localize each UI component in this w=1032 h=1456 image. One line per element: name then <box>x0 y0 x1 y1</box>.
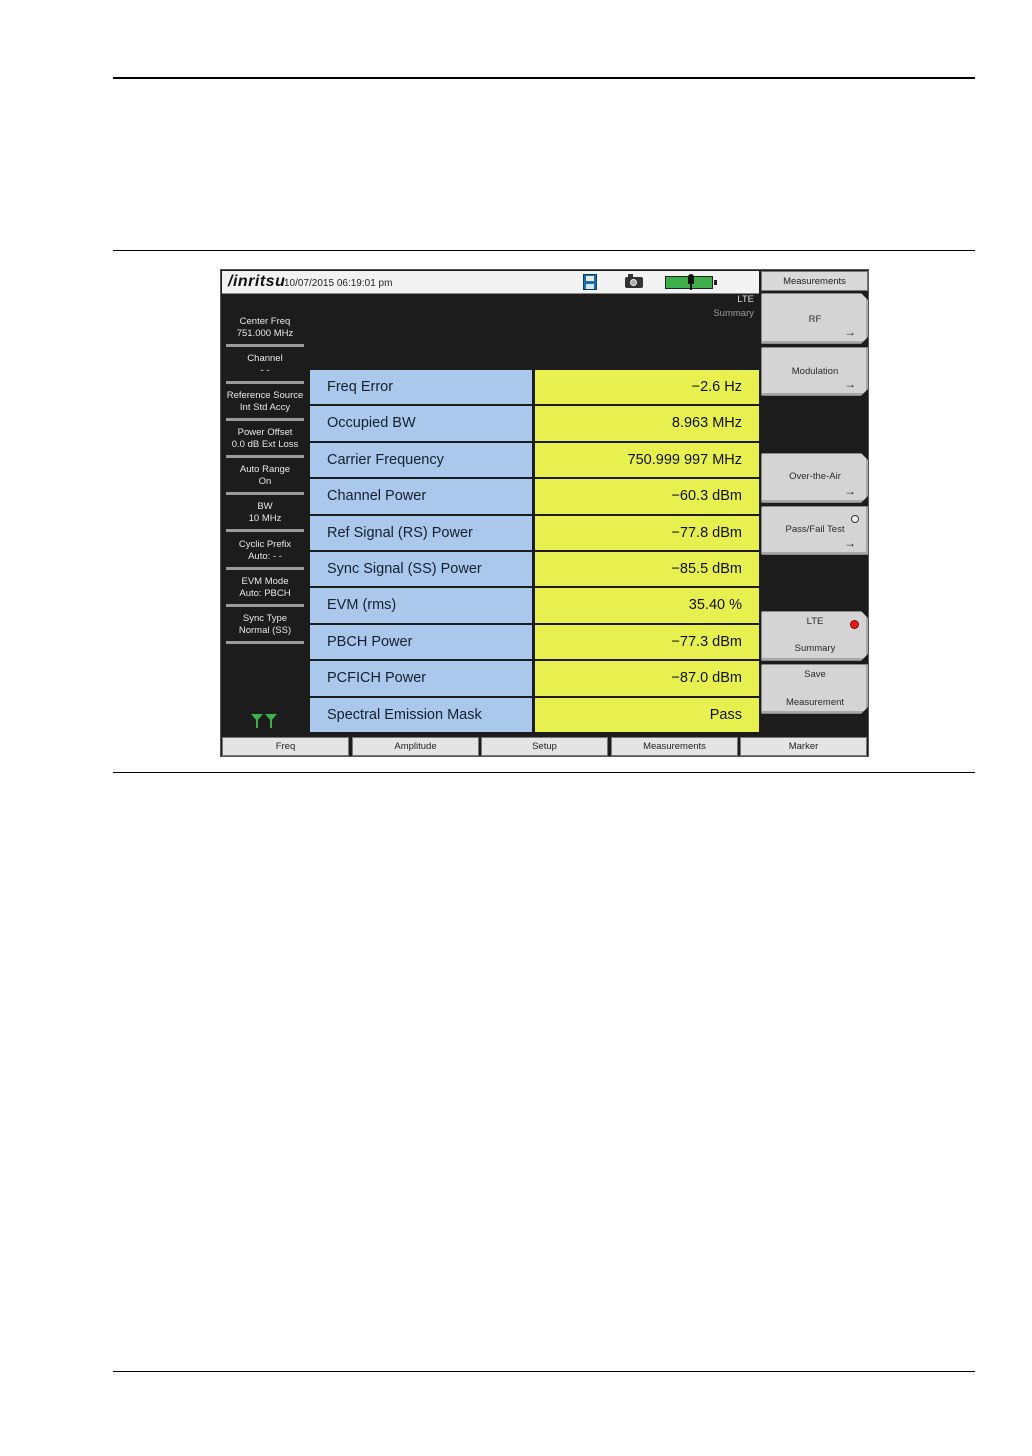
table-row <box>310 479 759 513</box>
key-notch <box>861 453 869 461</box>
setting-sync-type <box>226 613 304 637</box>
antenna-icon <box>251 714 281 730</box>
setting-value: 0.0 dB Ext Loss <box>231 439 299 450</box>
lte-summary-button[interactable] <box>761 611 869 661</box>
setting-label: Reference Source <box>226 390 304 401</box>
measurement-value: 8.963 MHz <box>535 406 759 440</box>
setting-label: Center Freq <box>239 316 291 327</box>
measurement-label: Spectral Emission Mask <box>310 698 532 732</box>
measurement-value: Pass <box>535 698 759 732</box>
view-label: Summary <box>713 308 754 319</box>
instrument-screen <box>220 269 869 757</box>
setting-value: Normal (SS) <box>238 625 292 636</box>
radio-off-icon <box>851 515 859 523</box>
table-row <box>310 625 759 659</box>
anritsu-logo: /inritsu <box>228 273 286 290</box>
setting-divider <box>226 604 304 607</box>
setting-label: Auto Range <box>239 464 291 475</box>
key-notch <box>861 653 869 661</box>
measurement-label: PCFICH Power <box>310 661 532 695</box>
measurement-label: Carrier Frequency <box>310 443 532 477</box>
power-plug-icon <box>687 274 695 290</box>
setting-value: Int Std Accy <box>239 402 291 413</box>
measurement-value: −77.3 dBm <box>535 625 759 659</box>
setting-divider <box>226 641 304 644</box>
setting-value: 10 MHz <box>248 513 282 524</box>
modulation-button[interactable] <box>761 347 869 396</box>
softkey-label: Summary <box>794 643 836 654</box>
tab-freq[interactable]: Freq <box>222 737 349 756</box>
menu-title: Measurements <box>761 271 868 291</box>
softkey-label: Pass/Fail Test <box>785 524 845 535</box>
table-row <box>310 406 759 440</box>
setting-cyclic-prefix <box>226 539 304 563</box>
setting-value: Auto: PBCH <box>239 588 291 599</box>
over-the-air-button[interactable] <box>761 453 869 503</box>
measurement-label: Channel Power <box>310 479 532 513</box>
footer-rule <box>113 1371 975 1372</box>
measurement-value: −85.5 dBm <box>535 552 759 586</box>
figure-bottom-rule <box>113 772 975 773</box>
setting-value: 751.000 MHz <box>236 328 294 339</box>
measurement-label: Sync Signal (SS) Power <box>310 552 532 586</box>
floppy-disk-icon[interactable] <box>583 274 597 290</box>
softkey-label: Over-the-Air <box>789 471 841 482</box>
setting-divider <box>226 567 304 570</box>
arrow-right-icon: → <box>844 536 856 550</box>
setting-divider <box>226 529 304 532</box>
settings-panel <box>222 294 310 734</box>
measurement-label: PBCH Power <box>310 625 532 659</box>
setting-value: On <box>258 476 272 487</box>
setting-label: BW <box>257 501 273 512</box>
camera-icon[interactable] <box>625 277 643 288</box>
softkey-label: Modulation <box>791 366 839 377</box>
measurement-label: Ref Signal (RS) Power <box>310 516 532 550</box>
table-row <box>310 552 759 586</box>
setting-label: Cyclic Prefix <box>238 539 292 550</box>
setting-reference-source <box>226 390 304 414</box>
measurement-value: −2.6 Hz <box>535 370 759 404</box>
setting-divider <box>226 381 304 384</box>
save-measurement-button[interactable] <box>761 664 869 714</box>
main-menu-bar <box>222 737 868 756</box>
setting-power-offset <box>226 427 304 451</box>
table-row <box>310 698 759 732</box>
table-row <box>310 588 759 622</box>
measurement-value: −77.8 dBm <box>535 516 759 550</box>
arrow-right-icon: → <box>844 484 856 498</box>
key-notch <box>861 706 869 714</box>
setting-value: - - <box>260 365 270 376</box>
setting-bw <box>226 501 304 525</box>
tab-marker[interactable]: Marker <box>740 737 867 756</box>
tab-setup[interactable]: Setup <box>481 737 608 756</box>
setting-value: Auto: - - <box>248 551 282 562</box>
table-row <box>310 516 759 550</box>
setting-center-freq <box>226 316 304 340</box>
mode-label: LTE <box>737 294 754 305</box>
softkey-label: Measurement <box>785 697 845 708</box>
setting-label: Channel <box>247 353 283 364</box>
key-notch <box>861 293 869 301</box>
tab-measurements[interactable]: Measurements <box>611 737 738 756</box>
measurement-summary-table <box>310 370 759 734</box>
figure-top-rule <box>113 250 975 251</box>
table-row <box>310 443 759 477</box>
key-notch <box>861 388 869 396</box>
softkey-label: LTE <box>806 616 824 627</box>
key-notch <box>861 336 869 344</box>
setting-divider <box>226 418 304 421</box>
measurement-value: 35.40 % <box>535 588 759 622</box>
setting-divider <box>226 455 304 458</box>
measurement-label: Occupied BW <box>310 406 532 440</box>
title-bar <box>222 271 759 294</box>
key-notch <box>861 495 869 503</box>
setting-label: Power Offset <box>237 427 293 438</box>
softkey-label: Save <box>804 669 826 680</box>
measurement-label: EVM (rms) <box>310 588 532 622</box>
setting-label: Sync Type <box>242 613 288 624</box>
setting-divider <box>226 344 304 347</box>
date-time: 10/07/2015 06:19:01 pm <box>284 278 393 289</box>
pass-fail-test-button[interactable] <box>761 506 869 555</box>
arrow-right-icon: → <box>844 325 856 339</box>
arrow-right-icon: → <box>844 377 856 391</box>
setting-evm-mode <box>226 576 304 600</box>
measurement-value: 750.999 997 MHz <box>535 443 759 477</box>
softkey-label: RF <box>808 314 822 325</box>
measurement-value: −60.3 dBm <box>535 479 759 513</box>
top-rule <box>113 77 975 79</box>
tab-amplitude[interactable]: Amplitude <box>352 737 479 756</box>
rf-button[interactable] <box>761 293 869 344</box>
setting-channel <box>226 353 304 377</box>
table-row <box>310 370 759 404</box>
setting-label: EVM Mode <box>241 576 289 587</box>
measurement-label: Freq Error <box>310 370 532 404</box>
setting-auto-range <box>226 464 304 488</box>
table-row <box>310 661 759 695</box>
setting-divider <box>226 492 304 495</box>
measurement-value: −87.0 dBm <box>535 661 759 695</box>
